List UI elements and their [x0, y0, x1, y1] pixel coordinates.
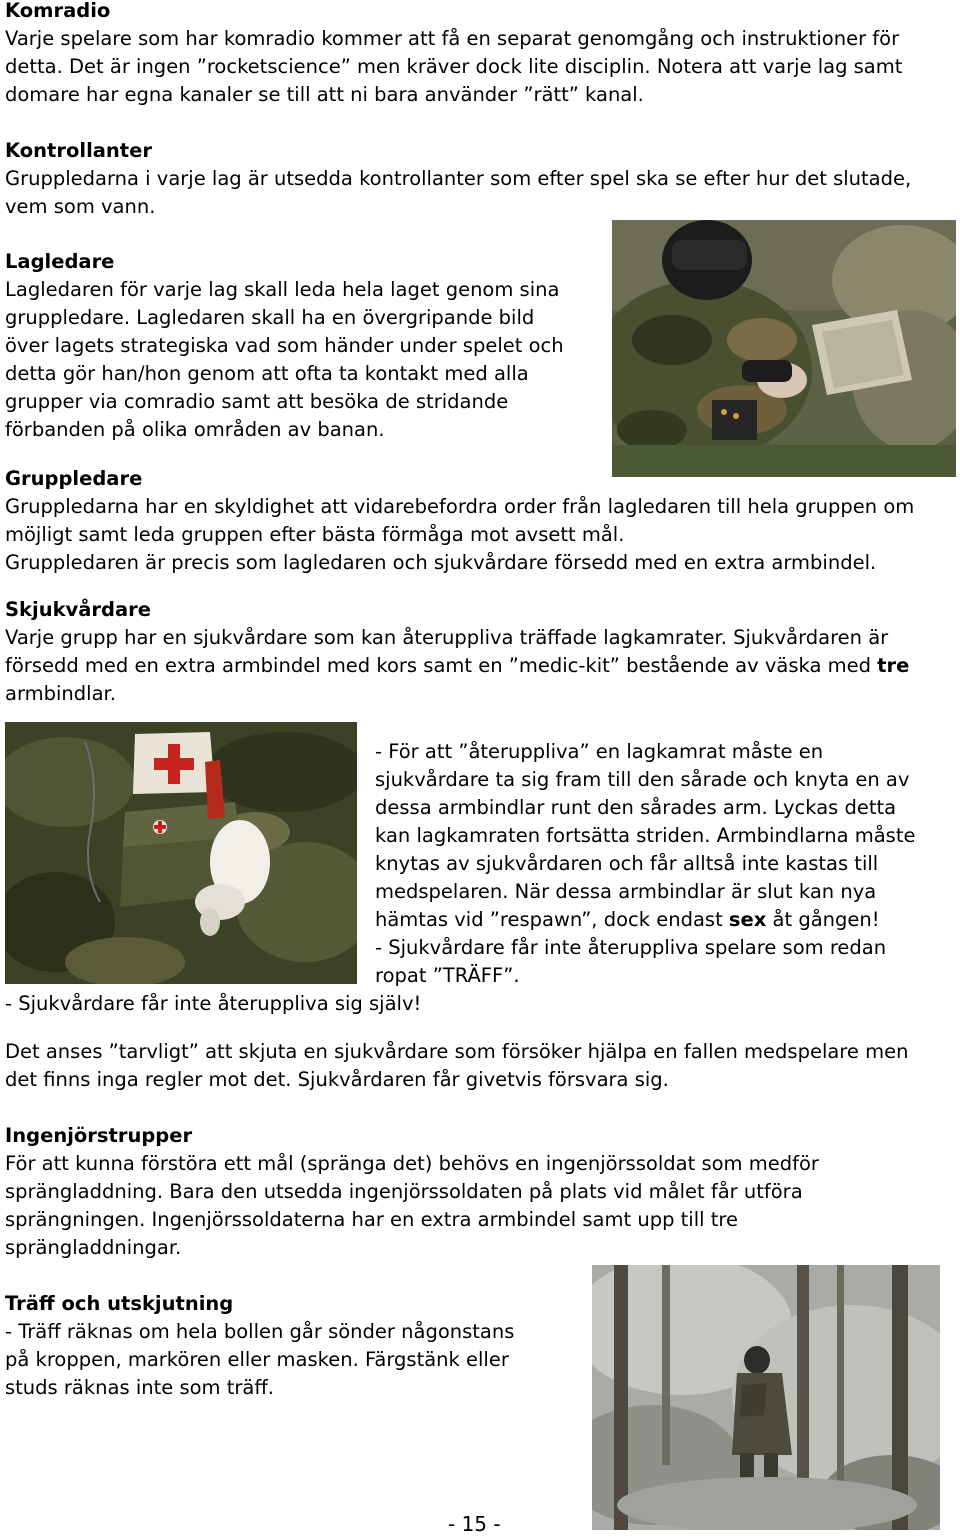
heading-traff: Träff och utskjutning: [5, 1292, 234, 1315]
gruppledare-line: möjligt samt leda gruppen efter bästa förmåga mot avsett mål.: [5, 523, 625, 546]
traff-line: på kroppen, markören eller masken. Färgstänk eller: [5, 1348, 509, 1371]
heading-sjukvardare: Skjukvårdare: [5, 598, 151, 621]
heading-lagledare: Lagledare: [5, 250, 115, 273]
sjukvardare-line-text: försedd med en extra armbindel med kors samt en ”medic-kit” bestående av väska med: [5, 654, 878, 677]
sjukvardare-note-line: det finns inga regler mot det. Sjukvårdaren får givetvis försvara sig.: [5, 1068, 669, 1091]
traff-line: - Träff räknas om hela bollen går sönder någonstans: [5, 1320, 515, 1343]
sjukvardare-right-line: ropat ”TRÄFF”.: [375, 964, 520, 987]
heading-ingenjorstrupper: Ingenjörstrupper: [5, 1124, 193, 1147]
smoke-forest-photo: [592, 1265, 940, 1530]
respawn-text: hämtas vid ”respawn”, dock endast: [375, 908, 729, 931]
sjukvardare-right-line: knytas av sjukvårdaren och får alltså inte kastas till: [375, 852, 879, 875]
medic-kit-photo: [5, 722, 357, 984]
lagledare-line: gruppledare. Lagledaren skall ha en övergripande bild: [5, 306, 535, 329]
lagledare-line: detta gör han/hon genom att ofta ta kontakt med alla: [5, 362, 529, 385]
sjukvardare-right-line: [375, 906, 880, 934]
komradio-line: domare har egna kanaler se till att ni bara använder ”rätt” kanal.: [5, 83, 644, 106]
komradio-line: detta. Det är ingen ”rocketscience” men kräver dock lite disciplin. Notera att varje lag samt: [5, 55, 903, 78]
soldier-map-photo: [612, 220, 956, 477]
sjukvardare-line: [5, 652, 909, 680]
kontrollanter-line: vem som vann.: [5, 195, 156, 218]
traff-line: studs räknas inte som träff.: [5, 1376, 274, 1399]
sjukvardare-right-line: medspelaren. När dessa armbindlar är slut kan nya: [375, 880, 877, 903]
lagledare-line: Lagledaren för varje lag skall leda hela laget genom sina: [5, 278, 560, 301]
sjukvardare-self-line: - Sjukvårdare får inte återuppliva sig själv!: [5, 992, 422, 1015]
sjukvardare-line: Varje grupp har en sjukvårdare som kan återuppliva träffade lagkamrater. Sjukvårdaren är: [5, 626, 889, 649]
kontrollanter-line: Gruppledarna i varje lag är utsedda kontrollanter som efter spel ska se efter hur det slutade,: [5, 167, 912, 190]
ingenjor-line: För att kunna förstöra ett mål (spränga det) behövs en ingenjörssoldat som medför: [5, 1152, 819, 1175]
gruppledare-line: Gruppledaren är precis som lagledaren och sjukvårdare försedd med en extra armbindel.: [5, 551, 877, 574]
page-number: - 15 -: [448, 1512, 501, 1536]
sjukvardare-count-bold: tre: [877, 654, 910, 677]
respawn-count-bold: sex: [728, 908, 767, 931]
sjukvardare-note-line: Det anses ”tarvligt” att skjuta en sjukvårdare som försöker hjälpa en fallen medspelare men: [5, 1040, 909, 1063]
sjukvardare-right-line: sjukvårdare ta sig fram till den sårade och knyta en av: [375, 768, 910, 791]
gruppledare-line: Gruppledarna har en skyldighet att vidarebefordra order från lagledaren till hela gruppen om: [5, 495, 915, 518]
ingenjor-line: sprängningen. Ingenjörssoldaterna har en extra armbindel samt upp till tre: [5, 1208, 738, 1231]
sjukvardare-right-line: - För att ”återuppliva” en lagkamrat måste en: [375, 740, 824, 763]
komradio-line: Varje spelare som har komradio kommer att få en separat genomgång och instruktioner för: [5, 27, 900, 50]
sjukvardare-right-line: - Sjukvårdare får inte återuppliva spelare som redan: [375, 936, 887, 959]
lagledare-line: över lagets strategiska vad som händer under spelet och: [5, 334, 564, 357]
heading-komradio: Komradio: [5, 0, 111, 22]
heading-kontrollanter: Kontrollanter: [5, 139, 152, 162]
lagledare-line: grupper via comradio samt att besöka de stridande: [5, 390, 509, 413]
sjukvardare-line: armbindlar.: [5, 682, 116, 705]
respawn-text-end: åt gången!: [766, 908, 880, 931]
lagledare-line: förbanden på olika områden av banan.: [5, 418, 385, 441]
sjukvardare-right-line: kan lagkamraten fortsätta striden. Armbindlarna måste: [375, 824, 916, 847]
sjukvardare-right-line: dessa armbindlar runt den sårades arm. Lyckas detta: [375, 796, 897, 819]
ingenjor-line: sprängladdning. Bara den utsedda ingenjörssoldaten på plats vid målet får utföra: [5, 1180, 803, 1203]
ingenjor-line: sprängladdningar.: [5, 1236, 182, 1259]
heading-gruppledare: Gruppledare: [5, 467, 143, 490]
